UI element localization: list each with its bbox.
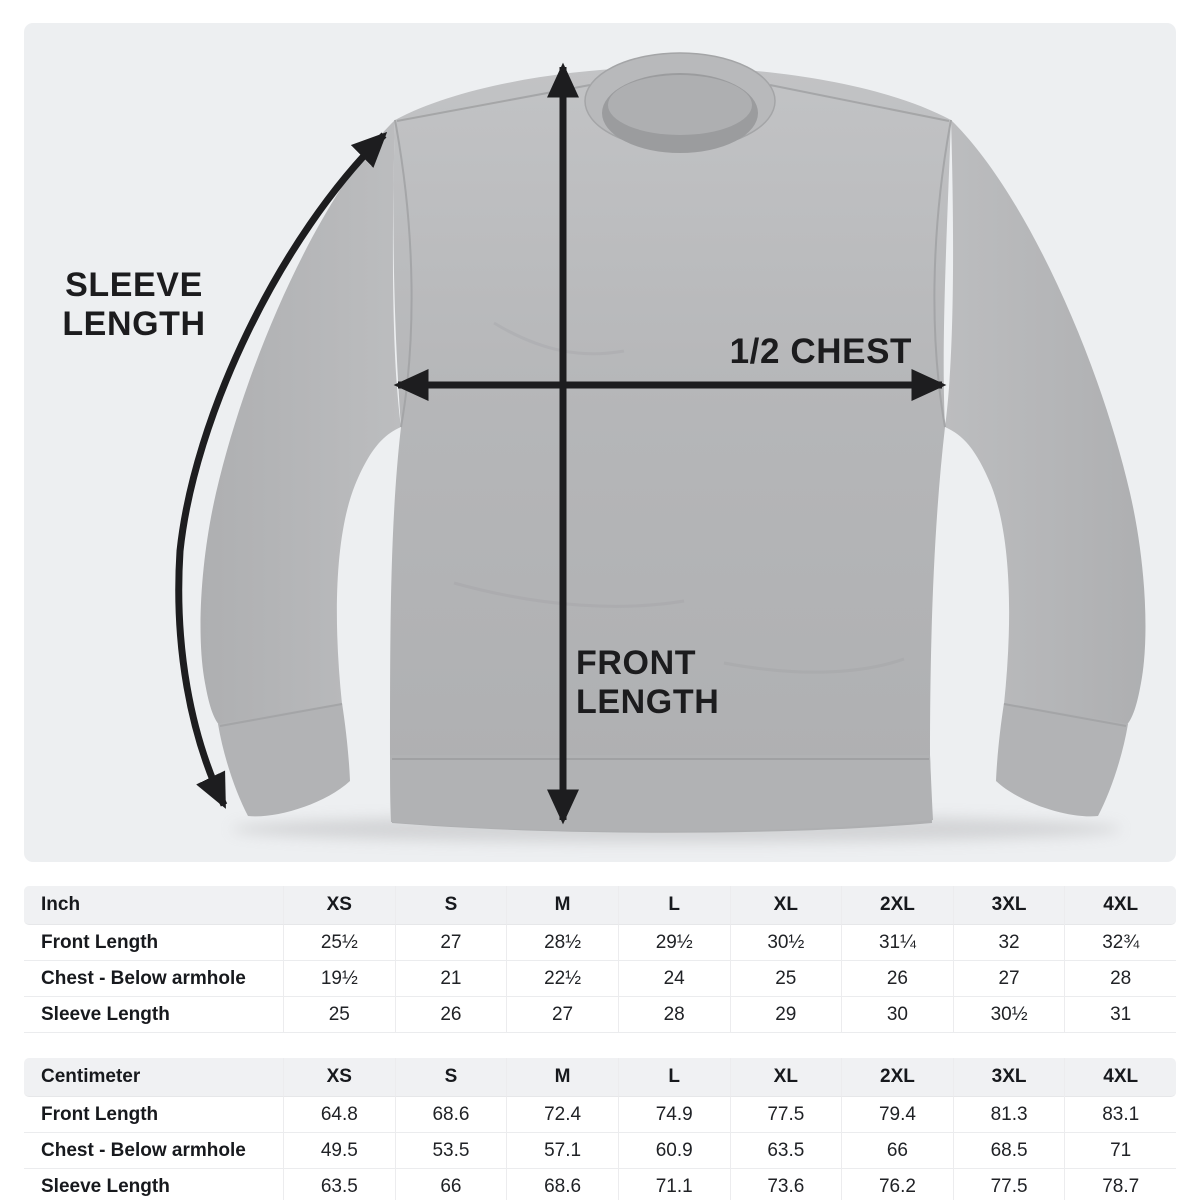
size-column-header: 4XL [1064,1058,1176,1097]
size-column-header: XS [283,1058,395,1097]
size-value-cell: 53.5 [395,1133,507,1169]
size-value-cell: 28 [618,997,730,1033]
row-label: Chest - Below armhole [24,1133,283,1169]
size-value-cell: 68.6 [506,1169,618,1200]
size-value-cell: 73.6 [730,1169,842,1200]
sleeve-length-label-line2: LENGTH [62,304,206,343]
size-column-header: 2XL [841,1058,953,1097]
left-sleeve [201,120,401,726]
table-header-row [24,1058,1176,1097]
size-value-cell: 31 [1064,997,1176,1033]
sleeve-length-label-line1: SLEEVE [65,266,203,304]
size-column-header: S [395,886,507,925]
size-value-cell: 68.5 [953,1133,1065,1169]
size-value-cell: 57.1 [506,1133,618,1169]
row-label: Front Length [24,1097,283,1133]
size-value-cell: 79.4 [841,1097,953,1133]
size-value-cell: 76.2 [841,1169,953,1200]
row-label: Sleeve Length [24,997,283,1033]
size-value-cell: 24 [618,961,730,997]
table-row [24,1097,1176,1133]
size-value-cell: 71.1 [618,1169,730,1200]
size-column-header: XL [730,886,842,925]
row-label: Front Length [24,925,283,961]
size-value-cell: 74.9 [618,1097,730,1133]
size-value-cell: 77.5 [953,1169,1065,1200]
size-value-cell: 30½ [730,925,842,961]
size-value-cell: 63.5 [283,1169,395,1200]
front-length-label [576,644,719,722]
table-row [24,1133,1176,1169]
right-sleeve [945,120,1145,726]
size-column-header: S [395,1058,507,1097]
size-value-cell: 29 [730,997,842,1033]
sweatshirt-photo-panel [24,23,1176,862]
size-value-cell: 32¾ [1064,925,1176,961]
half-chest-label: 1/2 CHEST [729,332,912,371]
table-row [24,925,1176,961]
waistband [390,755,933,832]
size-value-cell: 19½ [283,961,395,997]
size-table-centimeter [24,1058,1176,1200]
size-value-cell: 60.9 [618,1133,730,1169]
size-value-cell: 63.5 [730,1133,842,1169]
size-value-cell: 71 [1064,1133,1176,1169]
size-column-header: L [618,1058,730,1097]
table-row [24,1169,1176,1200]
size-value-cell: 25 [730,961,842,997]
size-value-cell: 27 [506,997,618,1033]
size-value-cell: 30½ [953,997,1065,1033]
size-value-cell: 78.7 [1064,1169,1176,1200]
sweatshirt-measurement-diagram [24,23,1176,862]
size-value-cell: 49.5 [283,1133,395,1169]
size-column-header: L [618,886,730,925]
size-table-inch [24,886,1176,1033]
size-value-cell: 66 [395,1169,507,1200]
size-value-cell: 77.5 [730,1097,842,1133]
row-label: Sleeve Length [24,1169,283,1200]
table-row [24,997,1176,1033]
size-value-cell: 32 [953,925,1065,961]
size-value-cell: 81.3 [953,1097,1065,1133]
collar-inner-back [608,75,752,135]
size-value-cell: 72.4 [506,1097,618,1133]
size-column-header: 4XL [1064,886,1176,925]
front-length-label-line2: LENGTH [576,682,720,721]
size-value-cell: 22½ [506,961,618,997]
size-column-header: XL [730,1058,842,1097]
table-row [24,961,1176,997]
size-value-cell: 28½ [506,925,618,961]
size-column-header: 3XL [953,1058,1065,1097]
size-value-cell: 26 [395,997,507,1033]
size-value-cell: 66 [841,1133,953,1169]
size-value-cell: 64.8 [283,1097,395,1133]
size-value-cell: 31¼ [841,925,953,961]
size-column-header: 2XL [841,886,953,925]
size-value-cell: 68.6 [395,1097,507,1133]
size-value-cell: 25 [283,997,395,1033]
front-length-label-line1: FRONT [576,644,697,682]
size-value-cell: 83.1 [1064,1097,1176,1133]
size-value-cell: 21 [395,961,507,997]
sleeve-length-label [46,266,222,344]
table-unit-header: Centimeter [24,1058,283,1097]
size-tables [24,886,1176,1200]
size-column-header: M [506,886,618,925]
size-value-cell: 25½ [283,925,395,961]
table-unit-header: Inch [24,886,283,925]
size-column-header: XS [283,886,395,925]
size-column-header: 3XL [953,886,1065,925]
size-value-cell: 27 [953,961,1065,997]
table-header-row [24,886,1176,925]
size-value-cell: 26 [841,961,953,997]
size-value-cell: 28 [1064,961,1176,997]
row-label: Chest - Below armhole [24,961,283,997]
size-value-cell: 30 [841,997,953,1033]
size-column-header: M [506,1058,618,1097]
size-value-cell: 29½ [618,925,730,961]
size-value-cell: 27 [395,925,507,961]
